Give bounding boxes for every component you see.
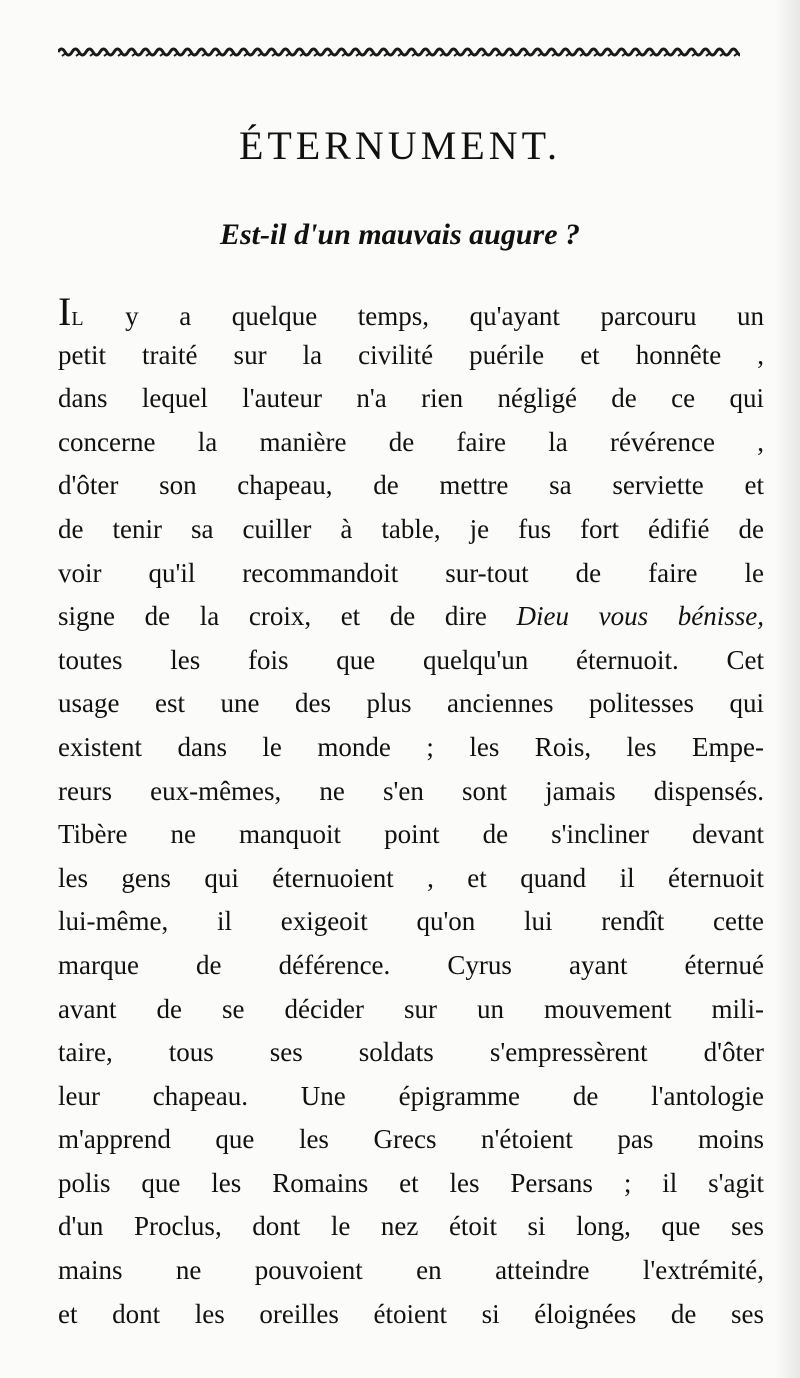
text-line-18: taire, tous ses soldats s'empressèrent d'ôter [58, 1037, 764, 1068]
text-line-10: usage est une des plus anciennes politesses qui [58, 688, 764, 719]
text-line-15: lui-même, il exigeoit qu'on lui rendît cette [58, 906, 764, 937]
line-text: signe de la croix, et de dire [58, 601, 487, 632]
page-edge-shadow [774, 0, 800, 1378]
text-line-6: de tenir sa cuiller à table, je fus fort édifié de [58, 513, 764, 544]
text-line-22: d'un Proclus, dont le nez étoit si long, que ses [58, 1211, 764, 1242]
text-line-16: marque de déférence. Cyrus ayant éternué [58, 949, 764, 980]
text-line-8 [58, 595, 764, 639]
text-line-14: les gens qui éternuoient , et quand il éternuoit [58, 862, 764, 893]
text-line-1 [58, 290, 764, 334]
line-text: y a quelque temps, qu'ayant parcouru un [125, 301, 764, 331]
text-line-13: Tibère ne manquoit point de s'incliner devant [58, 819, 764, 850]
text-line-4: concerne la manière de faire la révérence , [58, 426, 764, 457]
text-line-21: polis que les Romains et les Persans ; il s'agit [58, 1167, 764, 1198]
text-line-23: mains ne pouvoient en atteindre l'extrémité, [58, 1255, 764, 1286]
text-line-9: toutes les fois que quelqu'un éternuoit. Cet [58, 644, 764, 675]
text-line-19: leur chapeau. Une épigramme de l'antologie [58, 1080, 764, 1111]
text-line-7: voir qu'il recommandoit sur-tout de faire le [58, 557, 764, 588]
drop-cap-rest: L [71, 308, 85, 330]
text-line-3: dans lequel l'auteur n'a rien négligé de ce qui [58, 383, 764, 414]
decorative-rule-ornament [58, 40, 740, 64]
text-line-20: m'apprend que les Grecs n'étoient pas moins [58, 1124, 764, 1155]
text-line-5: d'ôter son chapeau, de mettre sa serviette et [58, 470, 764, 501]
drop-cap: I [58, 290, 72, 334]
text-line-17: avant de se décider sur un mouvement mili- [58, 993, 764, 1024]
body-text [58, 290, 764, 1336]
text-line-11: existent dans le monde ; les Rois, les Empe- [58, 731, 764, 762]
text-line-2: petit traité sur la civilité puérile et honnête , [58, 339, 764, 370]
italic-phrase: Dieu vous bénisse, [516, 601, 764, 632]
page-subtitle: Est-il d'un mauvais augure ? [219, 218, 581, 251]
text-line-24: et dont les oreilles étoient si éloignées de ses [58, 1298, 764, 1329]
page-title: ÉTERNUMENT. [238, 123, 562, 168]
text-line-12: reurs eux-mêmes, ne s'en sont jamais dispensés. [58, 775, 764, 806]
